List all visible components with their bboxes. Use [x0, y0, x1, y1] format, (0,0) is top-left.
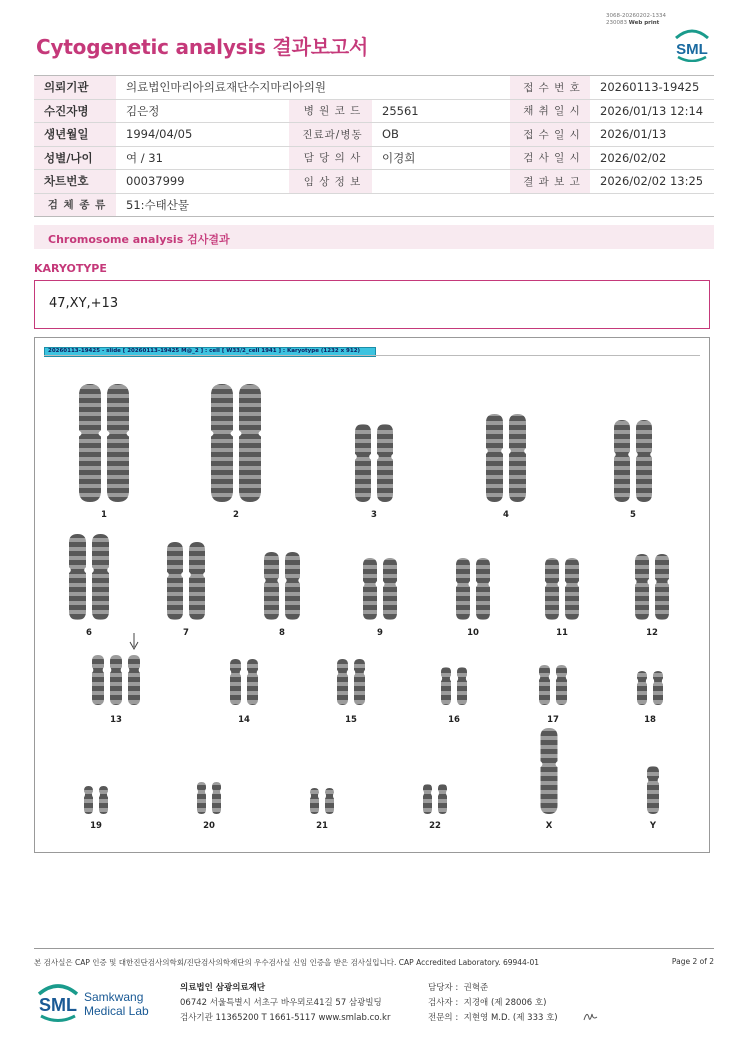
- birth-date-value: 1994/04/05: [116, 123, 289, 147]
- chromosome-6-copy-1: [69, 534, 86, 620]
- chromosome-shape: [211, 384, 233, 502]
- chromosome-shape: [377, 424, 393, 502]
- chromosome-10-copy-2: [476, 558, 490, 620]
- chromosome-13-copy-3: [128, 655, 140, 705]
- chromosome-label-6: 6: [86, 628, 92, 638]
- chromosome-19-copy-2: [99, 786, 108, 814]
- chromosome-shape: [84, 786, 93, 814]
- chromosome-label-21: 21: [316, 821, 328, 831]
- clinical-info-value: [372, 170, 510, 194]
- chromosome-shape: [167, 542, 183, 620]
- chromosome-16-copy-2: [457, 667, 467, 705]
- chromosome-label-13: 13: [110, 715, 122, 725]
- samkwang-logo-sml: SML: [39, 995, 77, 1015]
- chromosome-label-7: 7: [183, 628, 189, 638]
- staff-name: 지경애 (제 28006 호): [463, 998, 547, 1008]
- chromosome-15-copy-2: [354, 659, 365, 705]
- report-title: Cytogenetic analysis 결과보고서: [36, 35, 369, 59]
- chromosome-shape: [456, 558, 470, 620]
- chromosome-shape: [107, 384, 129, 502]
- specimen-type-label: 검 체 종 류: [34, 193, 116, 217]
- chromosome-shape: [99, 786, 108, 814]
- chromosome-shape: [230, 659, 241, 705]
- staff-row-manager: [428, 981, 488, 993]
- print-id-line-2: [606, 20, 666, 27]
- staff-name: 권혁준: [463, 983, 489, 993]
- chromosome-12-copy-1: [635, 554, 649, 620]
- chromosome-shape: [189, 542, 205, 620]
- hospital-code-value: 25561: [372, 99, 510, 123]
- test-date-label: 검 사 일 시: [510, 146, 590, 170]
- footer-divider: [34, 948, 714, 949]
- chromosome-22-copy-2: [438, 784, 447, 814]
- birth-date-label: 생년월일: [34, 123, 116, 147]
- sml-logo-icon: [670, 26, 714, 62]
- chromosome-shape: [79, 384, 101, 502]
- table-row: [34, 146, 714, 170]
- chromosome-label-2: 2: [233, 510, 239, 520]
- chromosome-shape: [239, 384, 261, 502]
- chromosome-shape: [383, 558, 397, 620]
- sex-age-value: 여 / 31: [116, 146, 289, 170]
- accession-number-label: 접 수 번 호: [510, 76, 590, 100]
- chart-number-value: 00037999: [116, 170, 289, 194]
- chromosome-label-1: 1: [101, 510, 107, 520]
- accession-number-value: 20260113-19425: [590, 76, 714, 100]
- chromosome-13-copy-1: [92, 655, 104, 705]
- report-date-value: 2026/02/02 13:25: [590, 170, 714, 194]
- test-date-value: 2026/02/02: [590, 146, 714, 170]
- staff-role: 전문의 :: [428, 1013, 459, 1023]
- patient-info-table: [34, 75, 714, 217]
- chromosome-X-copy-1: [541, 728, 558, 814]
- chromosome-3-copy-1: [355, 424, 371, 502]
- chromosome-label-19: 19: [90, 821, 102, 831]
- chromosome-shape: [565, 558, 579, 620]
- chromosome-label-3: 3: [371, 510, 377, 520]
- chromosome-shape: [423, 784, 432, 814]
- chart-number-label: 차트번호: [34, 170, 116, 194]
- chromosome-14-copy-2: [247, 659, 258, 705]
- chromosome-label-5: 5: [630, 510, 636, 520]
- chromosome-10-copy-1: [456, 558, 470, 620]
- table-row: [34, 99, 714, 123]
- chromosome-5-copy-1: [614, 420, 630, 502]
- karyogram-image: [44, 362, 700, 842]
- doctor-value: 이경희: [372, 146, 510, 170]
- chromosome-shape: [509, 414, 526, 502]
- print-id-number: 230083: [606, 19, 627, 26]
- report-date-label: 결 과 보 고: [510, 170, 590, 194]
- client-label: 의뢰기관: [34, 76, 116, 100]
- chromosome-22-copy-1: [423, 784, 432, 814]
- sex-age-label: 성별/나이: [34, 146, 116, 170]
- chromosome-label-X: X: [545, 821, 553, 831]
- chromosome-9-copy-1: [363, 558, 377, 620]
- chromosome-7-copy-1: [167, 542, 183, 620]
- staff-row-tester: [428, 996, 546, 1008]
- chromosome-shape: [325, 788, 334, 814]
- received-date-value: 2026/01/13: [590, 123, 714, 147]
- accreditation-note: 본 검사실은 CAP 인증 및 대한진단검사의학회/진단검사의학재단의 우수검사실 신임 인증을 받은 검사실입니다. CAP Accredited Laboratory. 69944-01: [34, 958, 540, 967]
- table-row: [34, 193, 714, 217]
- chromosome-shape: [247, 659, 258, 705]
- chromosome-20-copy-2: [212, 782, 221, 814]
- print-id-line: 3068-20260202-1334: [606, 13, 666, 19]
- chromosome-3-copy-2: [377, 424, 393, 502]
- hospital-code-label: 병 원 코 드: [289, 99, 372, 123]
- chromosome-18-copy-2: [653, 671, 663, 705]
- signature-icon: [582, 1008, 600, 1024]
- karyotype-label: KARYOTYPE: [34, 262, 107, 275]
- chromosome-6-copy-2: [92, 534, 109, 620]
- chromosome-15-copy-1: [337, 659, 348, 705]
- chromosome-shape: [92, 534, 109, 620]
- chromosome-label-15: 15: [345, 715, 357, 725]
- chromosome-11-copy-2: [565, 558, 579, 620]
- table-row: [34, 76, 714, 100]
- chromosome-shape: [441, 667, 451, 705]
- doctor-label: 담 당 의 사: [289, 146, 372, 170]
- chromosome-9-copy-2: [383, 558, 397, 620]
- table-row: [34, 123, 714, 147]
- chromosome-5-copy-2: [636, 420, 652, 502]
- caption-divider: [44, 355, 700, 356]
- samkwang-logo-icon: [36, 980, 160, 1026]
- chromosome-shape: [128, 655, 140, 705]
- chromosome-Y-copy-1: [647, 766, 659, 814]
- chromosome-shape: [212, 782, 221, 814]
- chromosome-shape: [635, 554, 649, 620]
- received-date-label: 접 수 일 시: [510, 123, 590, 147]
- karyotype-result-box: [34, 280, 710, 329]
- chromosome-label-Y: Y: [649, 821, 657, 831]
- chromosome-label-17: 17: [547, 715, 559, 725]
- chromosome-2-copy-2: [239, 384, 261, 502]
- chromosome-20-copy-1: [197, 782, 206, 814]
- chromosome-label-8: 8: [279, 628, 285, 638]
- chromosome-shape: [539, 665, 550, 705]
- chromosome-shape: [476, 558, 490, 620]
- chromosome-label-14: 14: [238, 715, 250, 725]
- chromosome-shape: [636, 420, 652, 502]
- chromosome-4-copy-1: [486, 414, 503, 502]
- chromosome-8-copy-1: [264, 552, 279, 620]
- chromosome-7-copy-2: [189, 542, 205, 620]
- chromosome-21-copy-1: [310, 788, 319, 814]
- chromosome-4-copy-2: [509, 414, 526, 502]
- chromosome-label-18: 18: [644, 715, 656, 725]
- samkwang-logo-line1: Samkwang: [84, 990, 144, 1004]
- chromosome-label-4: 4: [503, 510, 509, 520]
- chromosome-shape: [264, 552, 279, 620]
- collection-date-label: 채 취 일 시: [510, 99, 590, 123]
- chromosome-label-20: 20: [203, 821, 215, 831]
- chromosome-label-16: 16: [448, 715, 460, 725]
- chromosome-shape: [285, 552, 300, 620]
- chromosome-shape: [653, 671, 663, 705]
- chromosome-shape: [545, 558, 559, 620]
- chromosome-shape: [363, 558, 377, 620]
- chromosome-11-copy-1: [545, 558, 559, 620]
- staff-name: 지현영 M.D. (제 333 호): [463, 1013, 558, 1023]
- chromosome-shape: [541, 728, 558, 814]
- clinical-info-label: 임 상 정 보: [289, 170, 372, 194]
- print-id-label: Web print: [628, 19, 660, 26]
- collection-date-value: 2026/01/13 12:14: [590, 99, 714, 123]
- chromosome-19-copy-1: [84, 786, 93, 814]
- department-label: 진료과/병동: [289, 123, 372, 147]
- chromosome-16-copy-1: [441, 667, 451, 705]
- department-value: OB: [372, 123, 510, 147]
- chromosome-shape: [637, 671, 647, 705]
- chromosome-label-11: 11: [556, 628, 568, 638]
- karyotype-result: 47,XY,+13: [49, 296, 119, 311]
- chromosome-17-copy-1: [539, 665, 550, 705]
- specimen-type-value: 51:수태산물: [116, 193, 714, 217]
- chromosome-shape: [655, 554, 669, 620]
- organization-name: 의료법인 삼광의료재단: [180, 983, 266, 993]
- patient-name-value: 김은정: [116, 99, 289, 123]
- chromosome-1-copy-1: [79, 384, 101, 502]
- sml-logo-text: SML: [676, 41, 708, 58]
- chromosome-shape: [110, 655, 122, 705]
- chromosome-2-copy-1: [211, 384, 233, 502]
- chromosome-13-copy-2: [110, 655, 122, 705]
- chromosome-21-copy-2: [325, 788, 334, 814]
- organization-contact: 검사기관 11365200 T 1661-5117 www.smlab.co.kr: [180, 1013, 391, 1023]
- table-row: [34, 170, 714, 194]
- section-title: Chromosome analysis 검사결과: [48, 233, 230, 246]
- chromosome-shape: [354, 659, 365, 705]
- print-id: [606, 13, 666, 26]
- chromosome-shape: [647, 766, 659, 814]
- staff-row-specialist: [428, 1011, 558, 1023]
- chromosome-1-copy-2: [107, 384, 129, 502]
- samkwang-logo-line2: Medical Lab: [84, 1004, 149, 1018]
- image-caption: 20260113-19425 - slide [ 20260113-19425 M@_2 ] : cell [ W33/2_cell 1941 ] : Karyotype (1232 x 912): [48, 348, 361, 354]
- chromosome-14-copy-1: [230, 659, 241, 705]
- staff-role: 검사자 :: [428, 998, 459, 1008]
- chromosome-shape: [92, 655, 104, 705]
- chromosome-8-copy-2: [285, 552, 300, 620]
- chromosome-shape: [310, 788, 319, 814]
- staff-role: 담당자 :: [428, 983, 459, 993]
- chromosome-shape: [337, 659, 348, 705]
- chromosome-label-9: 9: [377, 628, 383, 638]
- down-arrow-icon: [130, 633, 138, 649]
- chromosome-shape: [197, 782, 206, 814]
- chromosome-shape: [486, 414, 503, 502]
- chromosome-17-copy-2: [556, 665, 567, 705]
- chromosome-shape: [438, 784, 447, 814]
- client-value: 의료법인마리아의료재단수지마리아의원: [116, 76, 510, 100]
- chromosome-label-12: 12: [646, 628, 658, 638]
- chromosome-shape: [556, 665, 567, 705]
- chromosome-shape: [69, 534, 86, 620]
- chromosome-label-10: 10: [467, 628, 479, 638]
- patient-name-label: 수진자명: [34, 99, 116, 123]
- chromosome-12-copy-2: [655, 554, 669, 620]
- chromosome-label-22: 22: [429, 821, 441, 831]
- chromosome-shape: [457, 667, 467, 705]
- chromosome-shape: [355, 424, 371, 502]
- chromosome-18-copy-1: [637, 671, 647, 705]
- organization-address: 06742 서울특별시 서초구 바우뫼로41길 57 삼광빌딩: [180, 998, 382, 1008]
- chromosome-shape: [614, 420, 630, 502]
- page-number: Page 2 of 2: [671, 957, 714, 966]
